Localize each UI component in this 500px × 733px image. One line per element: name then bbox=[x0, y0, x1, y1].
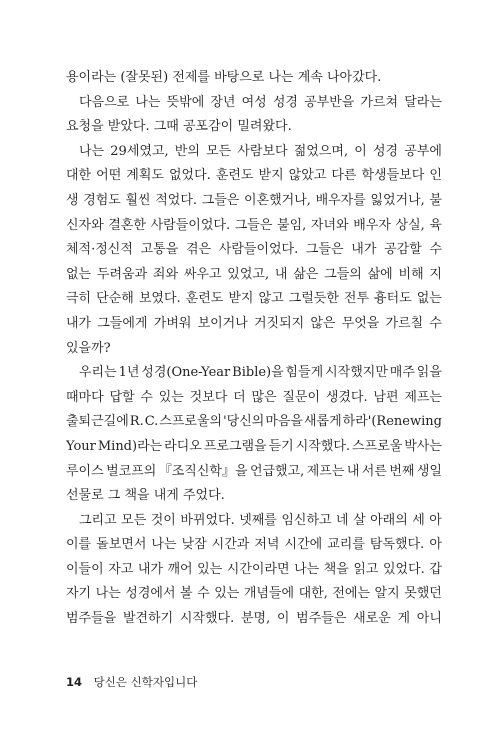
word: 삶은 bbox=[293, 266, 319, 282]
word: 새롭게 bbox=[303, 414, 342, 430]
word: 성경 bbox=[272, 94, 298, 110]
word: 번째 bbox=[389, 463, 415, 479]
word: 더 bbox=[233, 389, 246, 405]
word: 여성 bbox=[241, 94, 267, 110]
word: 범주들은 bbox=[296, 611, 347, 627]
word: 성경에서 bbox=[125, 586, 176, 602]
line-text: 선물로 그 책을 내게 주었다. bbox=[66, 488, 225, 504]
word: 수 bbox=[197, 586, 210, 602]
word: 힘들게 bbox=[285, 365, 324, 381]
text-line bbox=[66, 263, 442, 288]
word: 아래의 bbox=[370, 512, 408, 528]
word: 흉터도 bbox=[374, 291, 412, 307]
word: 훨씬 bbox=[125, 192, 151, 208]
word: 없는 bbox=[66, 266, 92, 282]
word: 그들에게 bbox=[97, 315, 148, 331]
word: 많은 bbox=[251, 389, 277, 405]
word: 모든 bbox=[121, 512, 147, 528]
word: 하라'(Renewing bbox=[342, 414, 442, 430]
word: Your bbox=[66, 438, 96, 454]
word: 이 bbox=[276, 611, 290, 627]
line-text: 용이라는 (잘못된) 전제를 바탕으로 나는 계속 나아갔다. bbox=[66, 70, 382, 85]
word: 어떤 bbox=[96, 168, 122, 184]
text-line bbox=[66, 607, 442, 632]
word: 내가 bbox=[137, 561, 163, 577]
word: 않았고 bbox=[288, 168, 327, 184]
word: 그들은 bbox=[305, 242, 344, 258]
word: 지 bbox=[429, 266, 442, 282]
word: 우리는 bbox=[79, 365, 117, 381]
word: 넷째를 bbox=[239, 512, 277, 528]
word: 새로운 bbox=[353, 611, 391, 627]
text-line bbox=[66, 460, 442, 485]
word: 거짓되지 bbox=[253, 315, 305, 331]
word: 낮잠 bbox=[181, 537, 207, 553]
word: 잃었거나, bbox=[370, 192, 425, 208]
running-title: 당신은 신학자입니다 bbox=[93, 675, 198, 689]
word: 성경 bbox=[373, 143, 399, 159]
word: 않은 bbox=[310, 315, 336, 331]
word: 분명, bbox=[240, 611, 271, 627]
word: 가르쳐 bbox=[360, 94, 399, 110]
text-line bbox=[66, 164, 442, 189]
word: 신자와 bbox=[66, 217, 104, 233]
word: 사람들이었다. bbox=[150, 217, 231, 233]
word: 살 bbox=[353, 512, 366, 528]
word: 나는 bbox=[135, 94, 161, 110]
word: 탐독했다. bbox=[369, 537, 425, 553]
word: 그들의 bbox=[324, 266, 362, 282]
word: 라디오 bbox=[164, 438, 202, 454]
word: 자기 bbox=[66, 586, 92, 602]
word: 전투 bbox=[343, 291, 370, 307]
word: 나는 bbox=[294, 561, 320, 577]
word: 읽을 bbox=[416, 365, 442, 381]
text-line bbox=[66, 435, 442, 460]
word: 이혼했거나, bbox=[244, 192, 311, 208]
word: 극히 bbox=[66, 291, 92, 307]
word: 훈련도 bbox=[185, 291, 224, 307]
word: 시작했다. bbox=[295, 438, 351, 454]
word: 적었다. bbox=[155, 192, 198, 208]
word: 돌보면서 bbox=[96, 537, 147, 553]
word: 시간에 bbox=[284, 537, 323, 553]
word: 나는 bbox=[95, 586, 121, 602]
word: 상실, bbox=[395, 217, 425, 233]
word: 다음으로 bbox=[79, 94, 130, 110]
word: 반의 bbox=[174, 143, 200, 159]
word: 사람보다 bbox=[237, 143, 288, 159]
word: 볼 bbox=[180, 586, 193, 602]
word: 성경(One-Year bbox=[141, 365, 231, 381]
text-line bbox=[66, 410, 442, 435]
word: 공감할 bbox=[384, 242, 422, 258]
word: 그들은 bbox=[201, 192, 240, 208]
word: 있었고, bbox=[227, 266, 270, 282]
word: 때마다 bbox=[66, 389, 104, 405]
word: 깨어 bbox=[167, 561, 193, 577]
word: 보이거나 bbox=[197, 315, 248, 331]
text-line bbox=[66, 361, 442, 386]
word: 않고 bbox=[258, 291, 284, 307]
word: 시작했다. bbox=[179, 611, 235, 627]
text-line bbox=[66, 509, 442, 534]
word: 이들이 bbox=[66, 561, 104, 577]
word: 공부에 bbox=[404, 143, 442, 159]
word: 시간이라면 bbox=[226, 561, 290, 577]
text-line bbox=[66, 238, 442, 263]
word: 내가 bbox=[66, 315, 92, 331]
text-line bbox=[66, 312, 442, 337]
word: 두려움과 bbox=[96, 266, 148, 282]
word: 임신하고 bbox=[281, 512, 332, 528]
word: 바뀌었다. bbox=[180, 512, 235, 528]
word: 배우자 bbox=[353, 217, 391, 233]
text-line bbox=[66, 386, 442, 411]
word: 젊었으며, bbox=[293, 143, 349, 159]
text-line bbox=[66, 558, 442, 583]
word: 내 bbox=[346, 463, 360, 479]
word: 모든 bbox=[206, 143, 232, 159]
word: 훈련도 bbox=[215, 168, 254, 184]
word: 있었다. bbox=[383, 561, 425, 577]
word: 겪은 bbox=[185, 242, 212, 258]
text-line bbox=[66, 140, 442, 165]
word: 것보다 bbox=[189, 389, 228, 405]
word: 스프로울 bbox=[352, 438, 403, 454]
word: 가르칠 bbox=[385, 315, 424, 331]
word: 뜻밖에 bbox=[166, 94, 205, 110]
word: 체적·정신적 bbox=[66, 242, 133, 258]
word: 비해 bbox=[398, 266, 424, 282]
word: 사람들이었다. bbox=[218, 242, 299, 258]
word: 싸우고 bbox=[183, 266, 222, 282]
word: 결혼한 bbox=[108, 217, 146, 233]
word: 학생들보다 bbox=[361, 168, 425, 184]
word: 나는 bbox=[79, 143, 105, 159]
word: 답할 bbox=[109, 389, 135, 405]
word: 있는 bbox=[197, 561, 223, 577]
word: 이를 bbox=[66, 537, 92, 553]
word: 그리고 bbox=[79, 512, 117, 528]
word: 발견하기 bbox=[122, 611, 174, 627]
word: 벌코프의 bbox=[106, 463, 157, 479]
text-line bbox=[66, 533, 442, 558]
text-line bbox=[66, 214, 442, 239]
word: 경험도 bbox=[83, 192, 121, 208]
word: 받지 bbox=[258, 168, 284, 184]
word: 아니 bbox=[416, 611, 442, 627]
word: 수 bbox=[429, 242, 442, 258]
text-line bbox=[66, 582, 442, 607]
word: 아 bbox=[429, 512, 442, 528]
word: 있는 bbox=[214, 586, 240, 602]
word: 시간과 bbox=[211, 537, 250, 553]
word: Bible)을 bbox=[232, 365, 284, 381]
word: 무엇을 bbox=[341, 315, 380, 331]
word: 갑 bbox=[429, 561, 442, 577]
word: 생겼다. bbox=[325, 389, 368, 405]
word: 듣기 bbox=[268, 438, 294, 454]
text-line bbox=[66, 91, 442, 116]
word: 범주들을 bbox=[66, 611, 117, 627]
page-body-text bbox=[66, 66, 442, 632]
word: 시작했지만 bbox=[325, 365, 388, 381]
word: 박사는 bbox=[404, 438, 442, 454]
word: 계획도 bbox=[126, 168, 164, 184]
text-line bbox=[66, 287, 442, 312]
line-text: 있을까? bbox=[66, 340, 111, 356]
word: 남편 bbox=[373, 389, 399, 405]
word: 달라는 bbox=[404, 94, 442, 110]
word: 네 bbox=[336, 512, 349, 528]
word: 가벼워 bbox=[153, 315, 192, 331]
word: 프로그램을 bbox=[203, 438, 267, 454]
word: 그들은 bbox=[234, 217, 273, 233]
text-line bbox=[66, 189, 442, 214]
word: 없는 bbox=[416, 291, 442, 307]
word: 저녁 bbox=[254, 537, 280, 553]
word: 생 bbox=[66, 192, 79, 208]
word: 수 bbox=[429, 315, 442, 331]
word: 자녀와 bbox=[310, 217, 349, 233]
word: 마음을 bbox=[265, 414, 303, 430]
word: 고통을 bbox=[140, 242, 179, 258]
word: 아 bbox=[429, 537, 442, 553]
word: 알지 bbox=[374, 586, 400, 602]
word: 육 bbox=[429, 217, 442, 233]
word: 그럴듯한 bbox=[288, 291, 339, 307]
word: 개념들에 bbox=[243, 586, 295, 602]
word: 게 bbox=[397, 611, 411, 627]
word: 29세였고, bbox=[110, 143, 169, 159]
word: 제프는 bbox=[306, 463, 345, 479]
page-number: 14 bbox=[66, 675, 83, 689]
word: 받지 bbox=[228, 291, 254, 307]
word: R. bbox=[129, 414, 144, 430]
text-line bbox=[66, 337, 442, 362]
word: 자고 bbox=[108, 561, 134, 577]
word: 보였다. bbox=[138, 291, 181, 307]
word: '당신의 bbox=[223, 414, 265, 430]
word: 대한, bbox=[298, 586, 328, 602]
word: 서른 bbox=[361, 463, 387, 479]
word: 책을 bbox=[323, 561, 349, 577]
word: 읽고 bbox=[353, 561, 379, 577]
page-footer bbox=[66, 674, 197, 690]
word: 내가 bbox=[351, 242, 377, 258]
word: 못했던 bbox=[404, 586, 442, 602]
word: 스프로울의 bbox=[159, 414, 223, 430]
word: 이 bbox=[354, 143, 367, 159]
word: 1년 bbox=[118, 365, 140, 381]
word: 불 bbox=[429, 192, 442, 208]
word: 언급했고, bbox=[249, 463, 305, 479]
word: 나는 bbox=[151, 537, 177, 553]
word: 인 bbox=[429, 168, 442, 184]
word: 죄와 bbox=[152, 266, 179, 282]
word: C. bbox=[144, 414, 159, 430]
word: 장년 bbox=[210, 94, 236, 110]
word: Mind)라는 bbox=[97, 438, 163, 454]
word: 내 bbox=[274, 266, 288, 282]
word: 매주 bbox=[389, 365, 415, 381]
word: 단순해 bbox=[96, 291, 134, 307]
text-line bbox=[66, 484, 442, 509]
word: 전에는 bbox=[332, 586, 371, 602]
word: 『조직신학』을 bbox=[158, 463, 248, 479]
word: 질문이 bbox=[282, 389, 321, 405]
word: 출퇴근길에 bbox=[66, 414, 129, 430]
word: 루이스 bbox=[66, 463, 104, 479]
word: 대한 bbox=[66, 168, 92, 184]
word: 불임, bbox=[277, 217, 307, 233]
word: 생일 bbox=[416, 463, 442, 479]
word: 것이 bbox=[150, 512, 176, 528]
word: 제프는 bbox=[404, 389, 442, 405]
word: 있는 bbox=[158, 389, 184, 405]
text-line bbox=[66, 66, 442, 91]
word: 다른 bbox=[331, 168, 357, 184]
word: 세 bbox=[412, 512, 425, 528]
word: 공부반을 bbox=[304, 94, 355, 110]
word: 교리를 bbox=[327, 537, 365, 553]
word: 배우자를 bbox=[315, 192, 366, 208]
word: 수 bbox=[140, 389, 153, 405]
word: 삶에 bbox=[367, 266, 393, 282]
line-text: 요청을 받았다. 그때 공포감이 밀려왔다. bbox=[66, 119, 292, 135]
word: 없었다. bbox=[168, 168, 211, 184]
text-line bbox=[66, 115, 442, 140]
